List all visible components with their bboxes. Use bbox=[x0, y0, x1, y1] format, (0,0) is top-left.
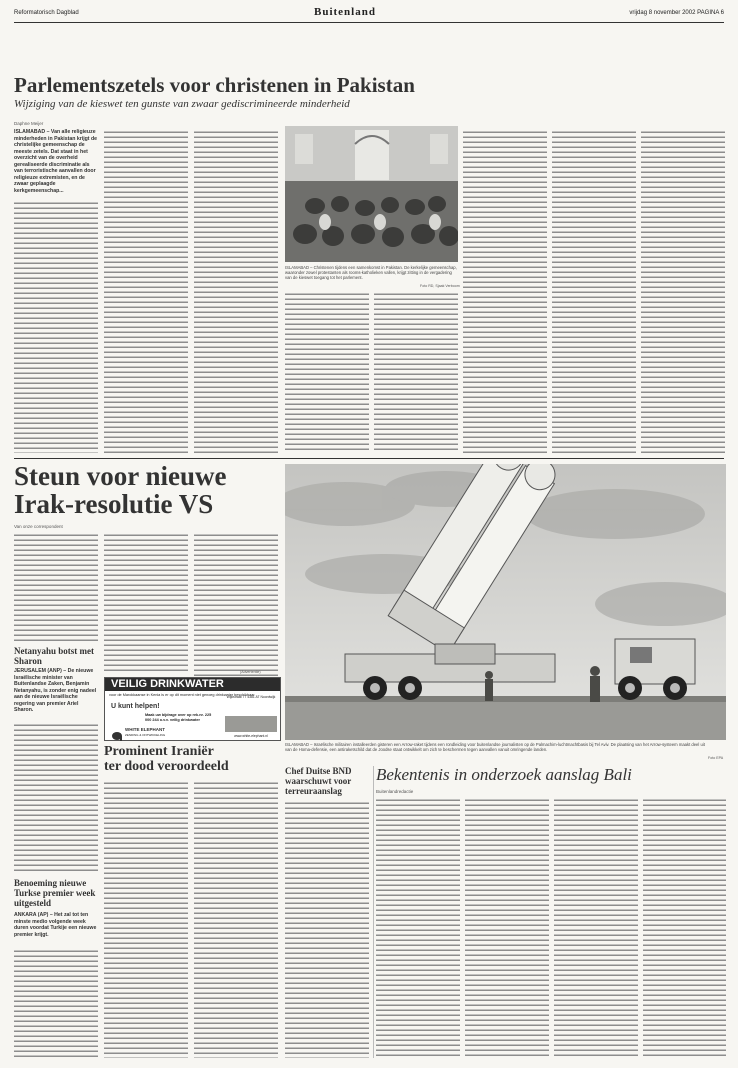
story1-photo-caption: ISLAMABAD – Christenen tijdens een samenkomst in Pakistan. De kerkelijke gemeenschap, waaronder zowel protestanten als rooms-katholieken vallen, krijgt zitting in de vergadering van de kieswet toegang tot het parlement. bbox=[285, 265, 457, 280]
story1-col1 bbox=[14, 200, 98, 453]
story2-photo-caption: ISLAMABAD – Israëlische militairen installeerden gisteren een Arrow-raket tijdens een rondleiding voor buitenlandse journalisten op de Palmachim-luchtmachtbasis bij Tel Aviv. De plaatsing van het Arrow-systeem maakt deel uit van de Homa-defensie, een antiraketschild dat de Joodse staat ontwikkelt om zich te beschermen tegen aanvallen vanuit omringende landen. bbox=[285, 742, 705, 752]
ad-help: U kunt helpen! bbox=[111, 703, 160, 710]
story1-byline: Daphne Meijer bbox=[14, 121, 44, 126]
story7-col1 bbox=[376, 797, 460, 1058]
story1-col8 bbox=[641, 129, 725, 453]
story2-headline-line2: Irak-resolutie VS bbox=[14, 489, 214, 519]
story2-col1 bbox=[14, 532, 98, 642]
story7-col3 bbox=[554, 797, 638, 1058]
date-page: vrijdag 8 november 2002 PAGINA 6 bbox=[629, 10, 724, 16]
story1-col2 bbox=[104, 129, 188, 453]
ad-sub: voor de Marokkaanse in Kenia is er op dit moment niet genoeg drinkwater beschikbaar. bbox=[109, 693, 256, 697]
story2-headline-line1: Steun voor nieuwe bbox=[14, 461, 227, 491]
paper-name: Reformatorisch Dagblad bbox=[14, 10, 79, 16]
story3-lead: JERUSALEM (ANP) – De nieuwe Israëlische minister van Buitenlandse Zaken, Benjamin Netanyahu, is zonder enig nadeel aan de nieuwe Israëlische regering van premier Ariel Sharon. bbox=[14, 668, 97, 713]
story2-col2 bbox=[104, 532, 188, 672]
ad-body: Maak uw bijdrage over op rek.nr. 225 000 244 o.v.v. veilig drinkwater bbox=[145, 713, 212, 722]
story7-headline: Bekentenis in onderzoek aanslag Bali bbox=[376, 765, 632, 784]
story5-col2 bbox=[194, 780, 278, 1058]
story1-lead: ISLAMABAD – Van alle religieuze minderheden in Pakistan krijgt de christelijke gemeenschap de meeste zetels. Dat staat in het overzicht van de overheid gerealiseerde discriminatie als van terroristische aanvallen door religieuze extremisten, en de zwaar geplaagde kerkgemeenschap... bbox=[14, 129, 98, 194]
page-header bbox=[14, 6, 724, 20]
story1-col3 bbox=[194, 129, 278, 453]
story6-headline-line3: terreuraanslag bbox=[285, 786, 342, 796]
arrow-missile-photo bbox=[285, 464, 726, 740]
story2-byline: Van onze correspondent bbox=[14, 524, 63, 529]
story7-col4 bbox=[643, 797, 726, 1058]
column-rule bbox=[373, 766, 374, 1058]
story1-col6 bbox=[463, 129, 547, 453]
ad-title: VEILIG DRINKWATER bbox=[111, 678, 224, 690]
ad-web[interactable]: www.white-elephant.nl bbox=[234, 734, 268, 738]
story1-headline: Parlementszetels voor christenen in Pakistan bbox=[14, 73, 415, 97]
story6-col1 bbox=[285, 800, 369, 1058]
story6-headline-line2: waarschuwt voor bbox=[285, 776, 352, 786]
story5-headline-line1: Prominent Iraniër bbox=[104, 744, 214, 759]
ad-org: WHITE ELEPHANT bbox=[125, 727, 165, 732]
story1-photo-credit: Foto RD, Sjaak Verboom bbox=[420, 284, 460, 288]
header-rule bbox=[14, 22, 724, 23]
story4-lead: ANKARA (AP) – Het zal tot ten minste medio volgende week duren voordat Turkije een nieuwe premier krijgt. bbox=[14, 912, 97, 938]
ad-photo bbox=[225, 716, 277, 732]
story1-col5 bbox=[374, 291, 458, 453]
section-title: Buitenland bbox=[314, 6, 376, 18]
ad-label: (Advertentie) bbox=[240, 670, 261, 674]
story2-photo-credit: Foto EPA bbox=[708, 756, 724, 760]
story7-col2 bbox=[465, 797, 549, 1058]
drinkwater-ad[interactable] bbox=[104, 677, 281, 741]
story7-byline: Buitenlandredactie bbox=[376, 789, 414, 794]
elephant-icon bbox=[111, 726, 123, 736]
story1-kicker: Wijziging van de kieswet ten gunste van zwaar gediscrimineerde minderheid bbox=[14, 98, 350, 110]
story-divider bbox=[14, 458, 724, 459]
story5-col1 bbox=[104, 780, 188, 1058]
story5-headline-line2: ter dood veroordeeld bbox=[104, 759, 229, 774]
story4-headline: Benoeming nieuwe Turkse premier week uitgesteld bbox=[14, 878, 96, 908]
ad-org-sub: ZENDING & ONTWIKKELING bbox=[125, 733, 166, 737]
story4-body bbox=[14, 948, 98, 1058]
story3-body bbox=[14, 722, 98, 872]
ad-address: Wijkstraat 77 4381 AT Noordwijk bbox=[226, 695, 276, 699]
church-photo bbox=[285, 126, 458, 262]
story1-col7 bbox=[552, 129, 636, 453]
story6-headline-line1: Chef Duitse BND bbox=[285, 766, 352, 776]
story3-headline: Netanyahu botst met Sharon bbox=[14, 646, 94, 666]
story1-col4 bbox=[285, 291, 369, 453]
